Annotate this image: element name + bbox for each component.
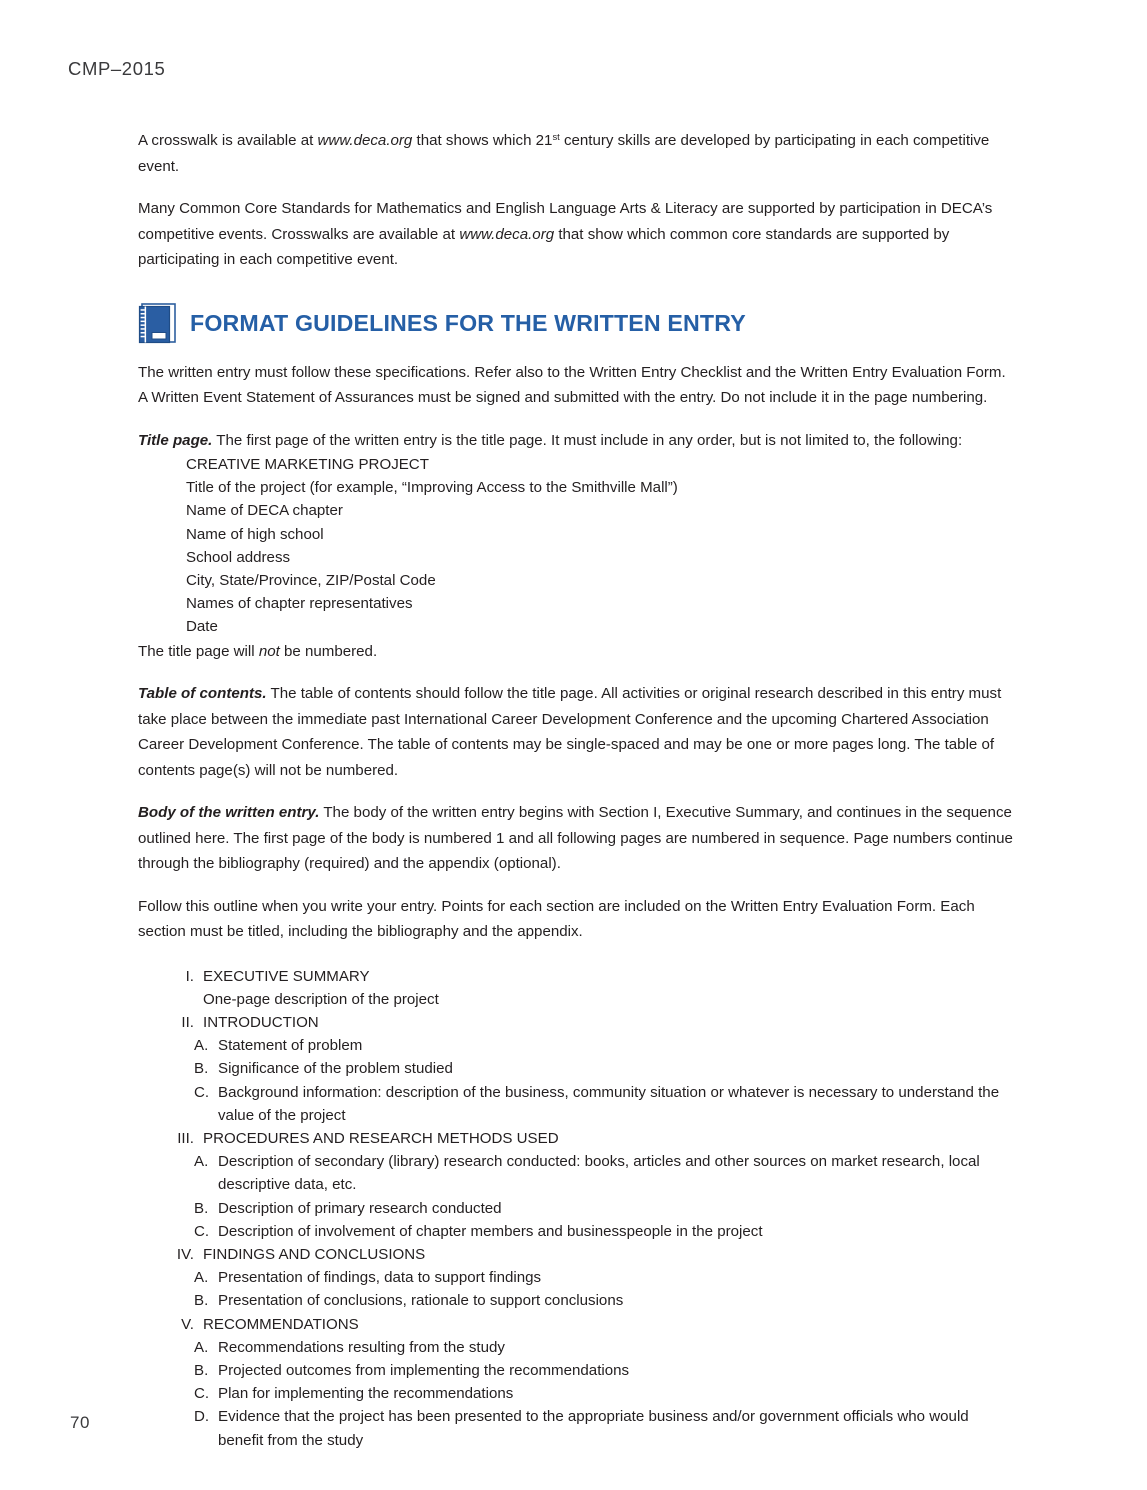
outline-row: [138, 965, 1014, 988]
outline-marker: B.: [194, 1292, 209, 1310]
body-of-entry-label: Body of the written entry.: [138, 804, 320, 822]
outline-row: [138, 1266, 1014, 1289]
intro-p2-lead: Many Common Core Standards for Mathematics and English Language Arts & Literacy are supported by participation in DECA’s competitive events. Crosswalks are available at: [138, 200, 993, 243]
outline-marker: V.: [181, 1315, 194, 1333]
entry-outline: [138, 965, 1014, 1452]
title-page-lead: [138, 428, 1014, 454]
list-item: School address: [186, 548, 291, 566]
outline-row: [138, 1081, 1014, 1127]
body-of-entry-paragraph: [138, 800, 1014, 877]
title-page-item-list: [138, 453, 1014, 639]
section-heading: [138, 302, 1014, 346]
outline-row: [138, 1313, 1014, 1336]
intro-paragraph-1: [138, 128, 1014, 179]
page-number: 70: [70, 1413, 90, 1432]
table-of-contents-label: Table of contents.: [138, 685, 267, 703]
outline-row: [138, 1034, 1014, 1057]
intro-paragraph-2: [138, 196, 1014, 273]
outline-text: Plan for implementing the recommendations: [218, 1385, 514, 1403]
section-intro-paragraph: The written entry must follow these specifications. Refer also to the Written Entry Checklist and the Written Entry Evaluation Form. A Written Event Statement of Assurances must be signed and submitted with the entry. Do not include it in the page numbering.: [138, 363, 1006, 406]
outline-text: One-page description of the project: [203, 990, 439, 1008]
notebook-icon: [138, 303, 176, 345]
outline-marker: A.: [194, 1338, 209, 1356]
outline-row: [138, 1011, 1014, 1034]
outline-marker: D.: [194, 1408, 210, 1426]
outline-text: Presentation of conclusions, rationale to support conclusions: [218, 1292, 624, 1310]
outline-marker: IV.: [176, 1246, 194, 1264]
outline-text: Evidence that the project has been presented to the appropriate business and/or government officials who would benefit from the study: [218, 1408, 969, 1449]
outline-row: [138, 1197, 1014, 1220]
outline-row: [138, 1289, 1014, 1312]
outline-text: FINDINGS AND CONCLUSIONS: [203, 1246, 426, 1264]
outline-row: [138, 1150, 1014, 1196]
outline-row: [138, 988, 1014, 1011]
running-head: CMP–2015: [68, 58, 166, 79]
outline-text: Background information: description of the business, community situation or whatever is necessary to understand the value of the project: [218, 1083, 1000, 1124]
section-title: FORMAT GUIDELINES FOR THE WRITTEN ENTRY: [190, 310, 746, 336]
list-item: City, State/Province, ZIP/Postal Code: [186, 572, 436, 590]
title-page-label: Title page.: [138, 431, 213, 449]
table-of-contents-text: The table of contents should follow the title page. All activities or original research described in this entry must take place between the immediate past International Career Development Conference and the upcoming Chartered Association Career Development Conference. The table of contents may be single-spaced and may be one or more pages long. The table of contents page(s) will not be numbered.: [138, 685, 1002, 779]
list-item: Names of chapter representatives: [186, 595, 413, 613]
list-item: Name of DECA chapter: [186, 502, 343, 520]
outline-text: EXECUTIVE SUMMARY: [203, 967, 370, 985]
deca-url-1: www.deca.org: [317, 132, 413, 149]
outline-text: Statement of problem: [218, 1037, 363, 1055]
page-content: [138, 128, 1014, 1452]
outline-row: [138, 1359, 1014, 1382]
body-of-entry-text: The body of the written entry begins with Section I, Executive Summary, and continues in the sequence outlined here. The first page of the body is numbered 1 and all following pages are numbered in sequence. Page numbers continue through the bibliography (required) and the appendix (optional).: [138, 804, 1013, 873]
outline-row: [138, 1057, 1014, 1080]
outline-marker: II.: [181, 1014, 194, 1032]
outline-text: RECOMMENDATIONS: [203, 1315, 359, 1333]
outline-text: Description of primary research conducted: [218, 1199, 502, 1217]
table-of-contents-paragraph: [138, 681, 1014, 783]
outline-text: Projected outcomes from implementing the recommendations: [218, 1362, 630, 1380]
intro-p1-lead: A crosswalk is available at: [138, 132, 318, 149]
outline-marker: C.: [194, 1222, 210, 1240]
title-page-note-lead: The title page will: [138, 642, 259, 660]
outline-marker: A.: [194, 1153, 209, 1171]
outline-marker: A.: [194, 1269, 209, 1287]
outline-row: [138, 1243, 1014, 1266]
outline-row: [138, 1382, 1014, 1405]
title-page-note: [138, 639, 1014, 665]
outline-text: INTRODUCTION: [203, 1014, 319, 1032]
intro-p2-tail: that show which common core standards are supported by participating in each competitive event.: [138, 225, 950, 268]
outline-row: [138, 1127, 1014, 1150]
list-item: Date: [186, 618, 218, 636]
outline-row: [138, 1405, 1014, 1451]
outline-row: [138, 1220, 1014, 1243]
outline-marker: III.: [177, 1130, 194, 1148]
outline-marker: C.: [194, 1083, 210, 1101]
outline-text: Description of involvement of chapter members and businesspeople in the project: [218, 1222, 763, 1240]
outline-text: Significance of the problem studied: [218, 1060, 453, 1078]
outline-intro-paragraph: Follow this outline when you write your entry. Points for each section are included on the Written Entry Evaluation Form. Each section must be titled, including the bibliography and the appendix.: [138, 897, 975, 941]
title-page-note-tail: be numbered.: [279, 642, 378, 660]
outline-row: [138, 1336, 1014, 1359]
outline-marker: B.: [194, 1362, 209, 1380]
list-item: Name of high school: [186, 525, 324, 543]
intro-p1-mid: that shows which 21: [412, 132, 553, 149]
outline-marker: I.: [185, 967, 194, 985]
outline-text: PROCEDURES AND RESEARCH METHODS USED: [203, 1130, 559, 1148]
outline-text: Recommendations resulting from the study: [218, 1338, 505, 1356]
title-page-note-emphasis: not: [258, 642, 280, 660]
title-page-lead-text: The first page of the written entry is the title page. It must include in any order, but is not limited to, the following:: [212, 431, 963, 449]
outline-marker: A.: [194, 1037, 209, 1055]
list-item: CREATIVE MARKETING PROJECT: [186, 456, 429, 473]
outline-text: Presentation of findings, data to support findings: [218, 1269, 542, 1287]
intro-p1-tail: century skills are developed by participating in each competitive event.: [138, 132, 990, 175]
ordinal-suffix: st: [552, 132, 560, 143]
outline-text: Description of secondary (library) research conducted: books, articles and other sources on market research, local descriptive data, etc.: [218, 1153, 980, 1194]
deca-url-2: www.deca.org: [459, 225, 555, 243]
outline-marker: B.: [194, 1060, 209, 1078]
outline-marker: C.: [194, 1385, 210, 1403]
outline-marker: B.: [194, 1199, 209, 1217]
list-item: Title of the project (for example, “Improving Access to the Smithville Mall”): [186, 479, 678, 497]
